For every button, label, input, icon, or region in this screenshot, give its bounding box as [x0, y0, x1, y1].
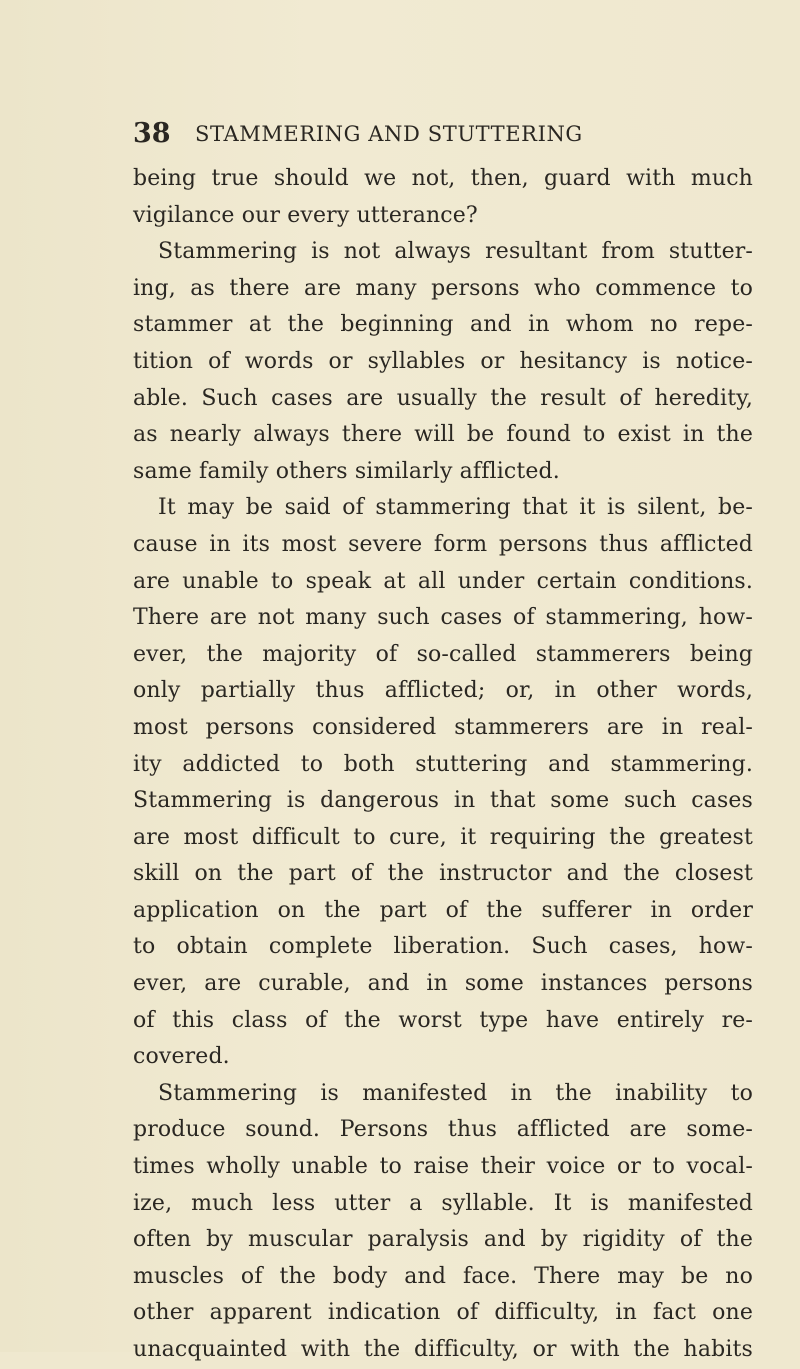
page-number: 38	[133, 118, 171, 149]
text-line: stammer at the beginning and in whom no repe-	[133, 312, 753, 338]
text-line: ever, are curable, and in some instances persons	[133, 971, 753, 997]
text-line: able. Such cases are usually the result of heredity,	[133, 385, 753, 411]
text-line: often by muscular paralysis and by rigidity of the	[133, 1227, 753, 1253]
text-line: covered.	[133, 1044, 230, 1070]
text-line: There are not many such cases of stammering, how-	[133, 605, 753, 631]
text-line: ever, the majority of so-called stammerers being	[133, 641, 753, 667]
text-line: skill on the part of the instructor and the closest	[133, 861, 753, 887]
running-title: STAMMERING AND STUTTERING	[195, 122, 583, 146]
text-line: to obtain complete liberation. Such cases, how-	[133, 934, 753, 960]
text-line: most persons considered stammerers are in real-	[133, 714, 753, 740]
text-line: times wholly unable to raise their voice or to vocal-	[133, 1154, 753, 1180]
text-line: as nearly always there will be found to exist in the	[133, 422, 753, 448]
text-line: tition of words or syllables or hesitancy is notice-	[133, 348, 753, 374]
text-line: are unable to speak at all under certain conditions.	[133, 568, 753, 594]
text-line: vigilance our every utterance?	[133, 202, 478, 228]
running-head	[133, 116, 753, 152]
text-line: same family others similarly afflicted.	[133, 458, 560, 484]
body-text	[133, 161, 753, 1369]
text-line: ing, as there are many persons who commence to	[133, 275, 753, 301]
text-line: Stammering is dangerous in that some such cases	[133, 788, 753, 814]
text-line: Stammering is not always resultant from stutter-	[158, 239, 753, 265]
text-line: muscles of the body and face. There may be no	[133, 1263, 753, 1289]
text-line: unacquainted with the difficulty, or with the habits	[133, 1337, 753, 1362]
text-line: other apparent indication of difficulty, in fact one	[133, 1300, 753, 1326]
text-line: only partially thus afflicted; or, in other words,	[133, 678, 753, 704]
text-line: being true should we not, then, guard with much	[133, 166, 753, 191]
text-line: are most difficult to cure, it requiring the greatest	[133, 824, 753, 850]
text-line: ity addicted to both stuttering and stammering.	[133, 751, 753, 777]
text-line: It may be said of stammering that it is silent, be-	[158, 495, 753, 521]
text-line: produce sound. Persons thus afflicted are some-	[133, 1117, 753, 1143]
text-line: cause in its most severe form persons thus afflicted	[133, 531, 753, 557]
text-line: application on the part of the sufferer in order	[133, 897, 753, 923]
text-line: ize, much less utter a syllable. It is manifested	[133, 1190, 753, 1216]
text-line: Stammering is manifested in the inability to	[158, 1080, 753, 1106]
text-line: of this class of the worst type have entirely re-	[133, 1007, 753, 1033]
